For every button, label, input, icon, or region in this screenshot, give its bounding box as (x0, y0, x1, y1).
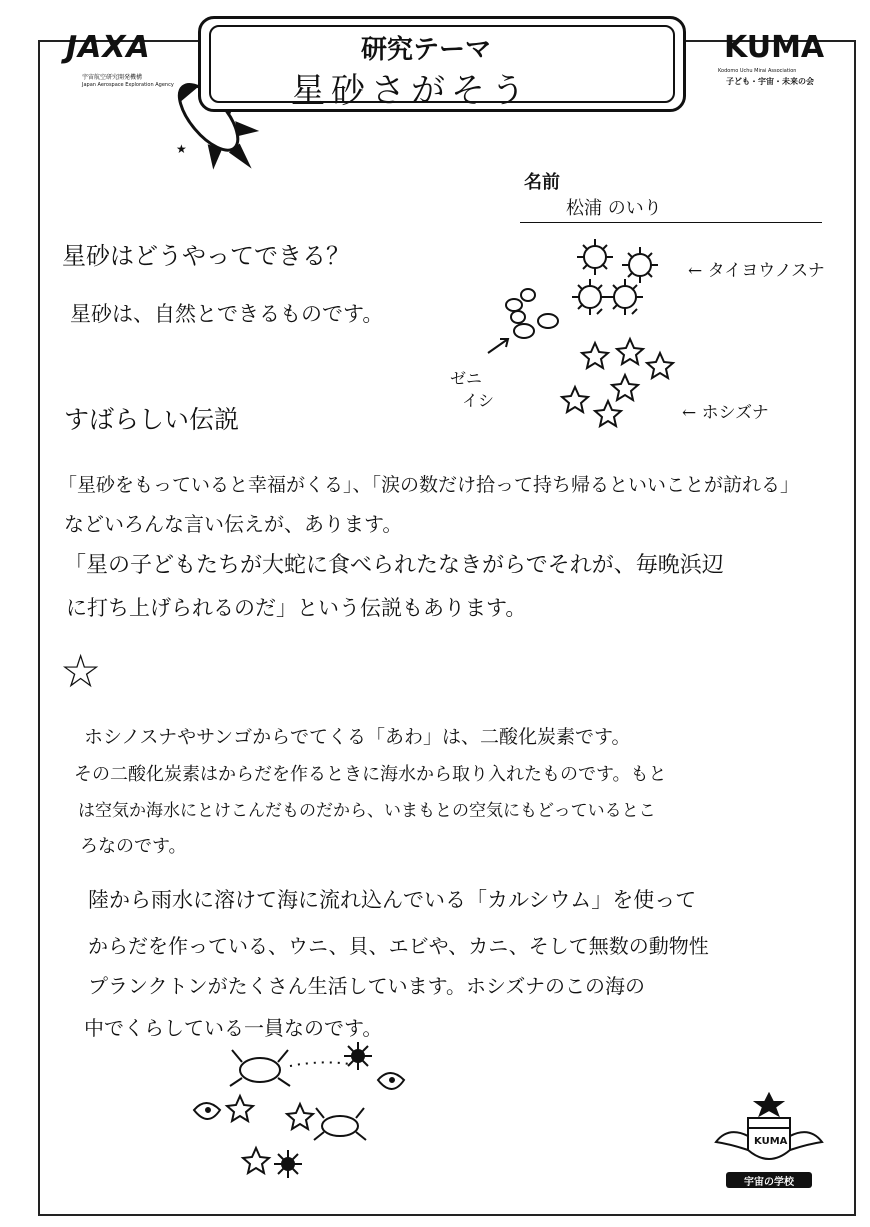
legend-line: 「星砂をもっていると幸福がくる」、「涙の数だけ拾って持ち帰るといいことが訪れる」 (58, 474, 800, 496)
school-label: 宇宙の学校 (744, 1177, 794, 1188)
legend-heading: すばらしい伝説 (64, 405, 240, 434)
sea-urchin-icon (274, 1150, 302, 1178)
school-label-plate (726, 1172, 812, 1188)
theme-box-inner (209, 25, 675, 111)
para2-line: ろなのです。 (80, 836, 187, 857)
jaxa-jp-name: 宇宙航空研究開発機構 (82, 74, 143, 81)
theme-box (198, 16, 686, 112)
name-underline (520, 222, 822, 223)
answer-text: 星砂は、自然とできるものです。 (70, 302, 384, 326)
sea-urchin-icon (344, 1042, 372, 1070)
crest-emblem-icon (712, 1092, 826, 1172)
coin-stone-icon (506, 289, 558, 338)
jaxa-en-name: Japan Aerospace Exploration Agency (82, 82, 174, 88)
crest-label: KUMA (754, 1136, 788, 1147)
star-sand-icon (287, 1104, 313, 1129)
crab-icon (314, 1108, 366, 1140)
question-heading: 星砂はどうやってできる？ (62, 242, 350, 270)
para3-line: からだを作っている、ウニ、貝、エビや、カニ、そして無数の動物性 (88, 934, 709, 958)
fish-icon (194, 1103, 220, 1119)
para3-line: 中でくらしている一員なのです。 (84, 1016, 383, 1040)
para3-line: 陸から雨水に溶けて海に流れ込んでいる「カルシウム」を使って (88, 888, 697, 912)
diagram-label-ishi: イシ (462, 391, 495, 410)
arrow-icon (488, 339, 508, 353)
diagram-label-taiyo: ← タイヨウノスナ (688, 261, 825, 281)
sun-sand-icon (572, 239, 658, 315)
star-sand-icon (562, 339, 673, 426)
legend-line: 「星の子どもたちが大蛇に食べられたなきがらでそれが、毎晩浜辺 (64, 553, 724, 578)
kuma-logo-text: KUMA (724, 30, 825, 65)
para2-line: ホシノスナやサンゴからでてくる「あわ」は、二酸化炭素です。 (84, 726, 631, 748)
kuma-logo (716, 30, 828, 90)
legend-line: に打ち上げられるのだ」という伝説もあります。 (66, 596, 527, 620)
kuma-en-name: Kodomo Uchu Mirai Association (718, 68, 797, 74)
theme-value: 星砂さがそう (291, 71, 531, 111)
school-crest (712, 1092, 826, 1192)
name-value: 松浦 のいり (566, 198, 662, 219)
diagram-label-hoshi: ← ホシズナ (682, 403, 769, 423)
fish-icon (378, 1073, 404, 1089)
star-icon: ★ (176, 142, 187, 156)
star-sand-icon (227, 1096, 253, 1121)
legend-line: などいろんな言い伝えが、あります。 (64, 512, 403, 536)
dots-doodle (290, 1062, 350, 1066)
star-sand-icon (243, 1148, 269, 1173)
theme-label: 研究テーマ (361, 35, 492, 65)
jaxa-logo-text: JAXA (66, 30, 151, 65)
name-label: 名前 (524, 172, 560, 193)
sea-creatures-doodle (180, 1040, 420, 1180)
crab-icon (230, 1050, 290, 1086)
star-mark-icon: ☆ (60, 644, 102, 698)
diagram-label-zeni: ゼニ (450, 369, 483, 388)
para2-line: は空気か海水にとけこんだものだから、いまもとの空気にもどっているとこ (78, 801, 656, 821)
para3-line: プランクトンがたくさん生活しています。ホシズナのこの海の (88, 974, 645, 998)
sand-diagram (480, 235, 680, 445)
para2-line: その二酸化炭素はからだを作るときに海水から取り入れたものです。もと (74, 764, 667, 785)
kuma-jp-name: 子ども・宇宙・未来の会 (726, 77, 814, 86)
